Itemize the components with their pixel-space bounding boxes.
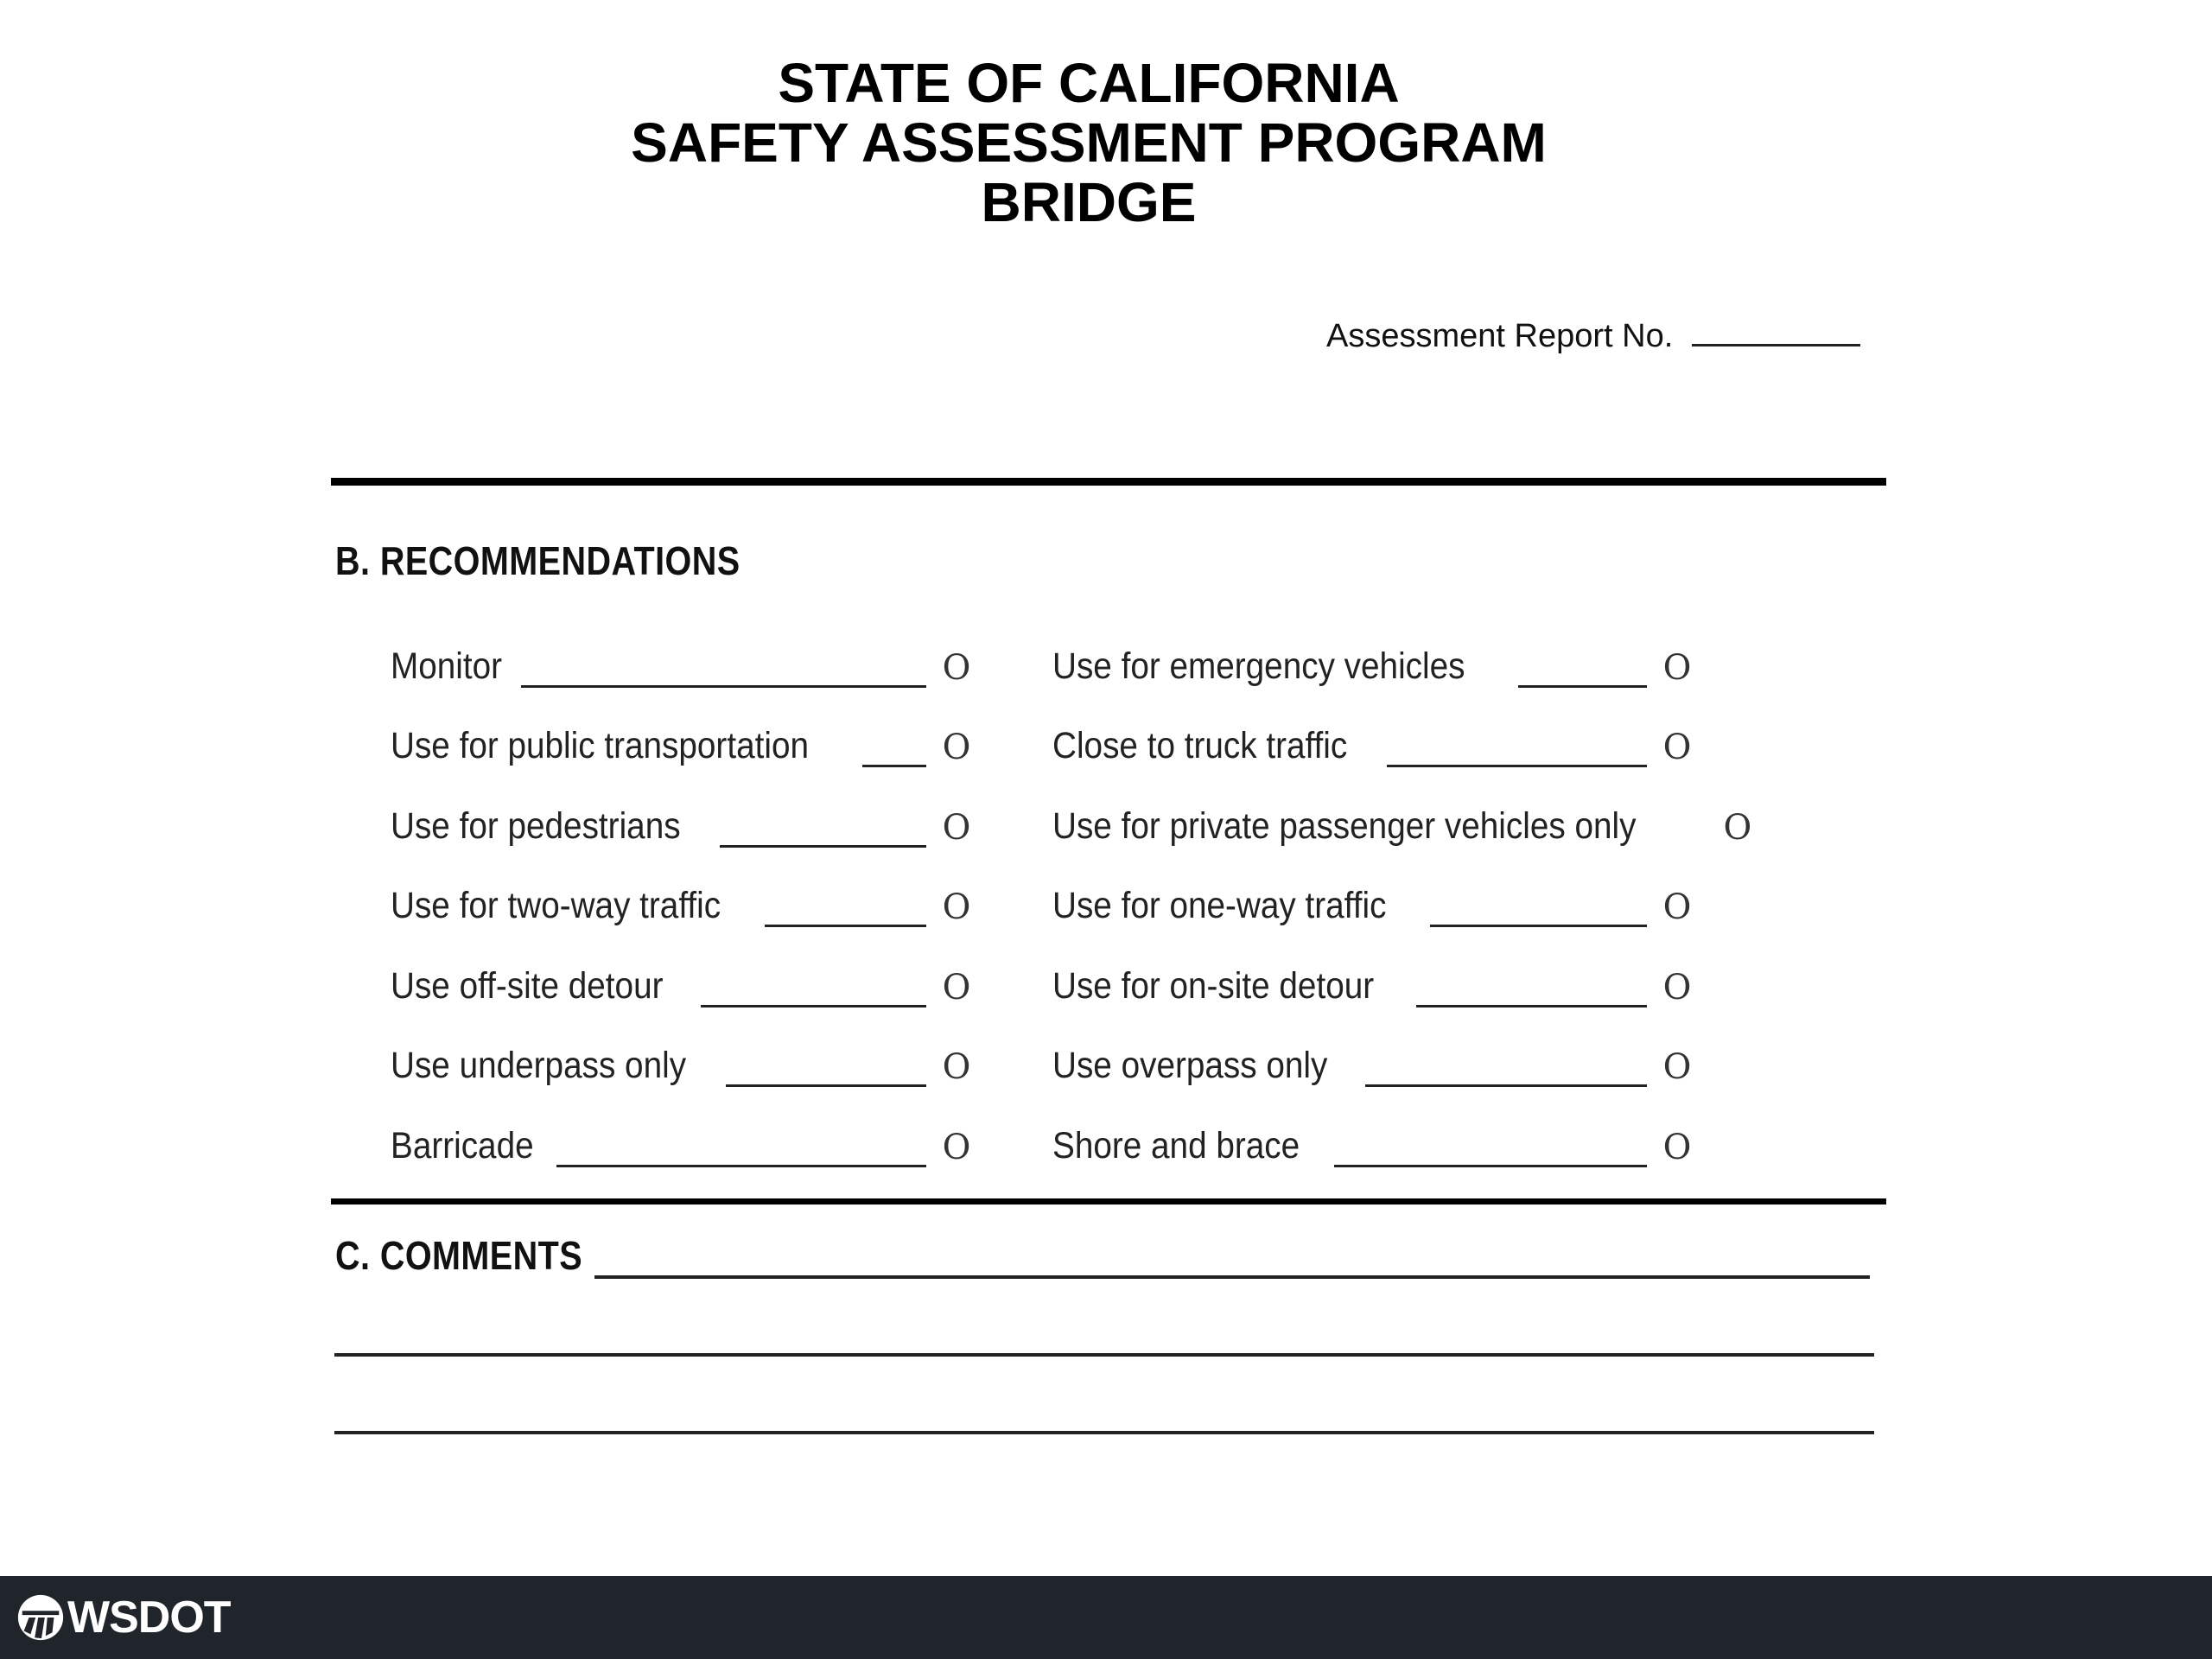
recommendation-item-right [1052,799,1752,848]
recommendation-item-right [1052,639,1692,688]
wsdot-logo-icon [16,1592,66,1643]
recommendation-option-circle[interactable]: O [1662,728,1692,767]
recommendation-item-right [1052,1039,1692,1087]
report-number-field[interactable] [1692,311,1860,346]
recommendation-label: Use underpass only [391,1045,687,1086]
recommendation-blank-line[interactable] [1334,1130,1647,1167]
recommendation-label: Close to truck traffic [1052,725,1348,766]
recommendation-blank-line[interactable] [1365,1050,1647,1087]
document-title [0,54,2177,232]
recommendation-label: Use for public transportation [391,725,810,766]
recommendation-item-right [1052,1119,1692,1167]
recommendation-blank-line[interactable] [701,970,926,1007]
recommendation-option-circle[interactable]: O [942,808,971,848]
recommendation-item-left [391,799,971,848]
title-line-3: BRIDGE [981,171,1197,233]
recommendation-option-circle[interactable]: O [942,887,971,927]
recommendation-option-circle[interactable]: O [1662,648,1692,688]
recommendation-item-left [391,719,971,767]
recommendation-item-right [1052,879,1692,927]
recommendation-label: Barricade [391,1125,534,1166]
recommendation-blank-line[interactable] [726,1050,926,1087]
recommendation-blank-line[interactable] [521,651,926,688]
comments-line-1[interactable] [594,1275,1870,1279]
report-number-label: Assessment Report No. [1326,318,1674,354]
section-divider-bottom [331,1198,1886,1205]
recommendation-option-circle[interactable]: O [942,648,971,688]
recommendation-item-left [391,1119,971,1167]
recommendation-blank-line[interactable] [1387,730,1647,767]
recommendation-label: Use for pedestrians [391,805,681,847]
recommendation-option-circle[interactable]: O [1723,808,1752,848]
recommendation-option-circle[interactable]: O [1662,887,1692,927]
recommendation-blank-line[interactable] [1430,890,1647,927]
wsdot-logo [16,1592,231,1643]
recommendation-option-circle[interactable]: O [942,728,971,767]
comments-heading: C. COMMENTS [335,1233,583,1278]
recommendation-blank-line[interactable] [1518,651,1647,688]
recommendation-label: Use for private passenger vehicles only [1052,805,1637,847]
recommendation-item-right [1052,719,1692,767]
comments-line-2[interactable] [334,1353,1874,1357]
recommendation-label: Use overpass only [1052,1045,1328,1086]
recommendation-label: Use for on-site detour [1052,965,1375,1007]
recommendation-item-left [391,1039,971,1087]
wsdot-logo-text: WSDOT [67,1592,231,1643]
recommendation-item-left [391,959,971,1007]
recommendation-label: Use for two-way traffic [391,885,721,926]
recommendation-blank-line[interactable] [765,890,926,927]
recommendations-heading: B. RECOMMENDATIONS [335,538,741,583]
recommendation-blank-line[interactable] [1416,970,1647,1007]
recommendation-label: Use for one-way traffic [1052,885,1387,926]
recommendation-option-circle[interactable]: O [1662,1128,1692,1167]
recommendation-label: Use for emergency vehicles [1052,645,1465,687]
section-divider-top [331,478,1886,486]
recommendation-label: Use off-site detour [391,965,664,1007]
title-line-2: SAFETY ASSESSMENT PROGRAM [631,111,1547,174]
title-line-1: STATE OF CALIFORNIA [778,52,1400,114]
recommendation-option-circle[interactable]: O [1662,1047,1692,1087]
assessment-report-number [1326,311,1860,355]
recommendation-blank-line[interactable] [862,730,926,767]
recommendation-label: Shore and brace [1052,1125,1300,1166]
recommendation-option-circle[interactable]: O [942,1047,971,1087]
recommendation-option-circle[interactable]: O [942,968,971,1007]
comments-line-3[interactable] [334,1431,1874,1434]
recommendation-item-left [391,639,971,688]
footer-bar [0,1576,2212,1659]
recommendation-item-left [391,879,971,927]
recommendation-option-circle[interactable]: O [1662,968,1692,1007]
recommendation-label: Monitor [391,645,503,687]
recommendation-blank-line[interactable] [720,810,926,848]
recommendation-option-circle[interactable]: O [942,1128,971,1167]
recommendation-blank-line[interactable] [556,1130,926,1167]
recommendation-item-right [1052,959,1692,1007]
